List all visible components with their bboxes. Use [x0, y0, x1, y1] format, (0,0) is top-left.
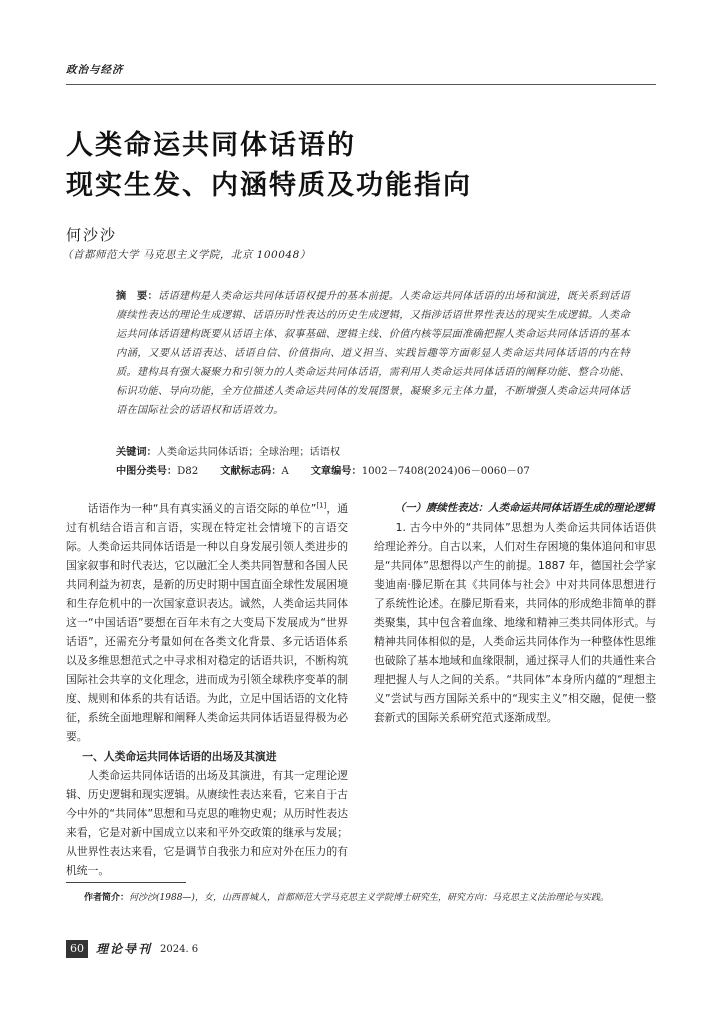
article-id-value: 1002－7408(2024)06－0060－07 — [361, 466, 530, 477]
body-column-left — [66, 499, 348, 880]
header-rule — [66, 84, 656, 85]
keywords-row — [116, 443, 340, 462]
abstract — [116, 287, 630, 420]
body-paragraph-2: 人类命运共同体话语的出场及其演进，有其一定理论逻辑、历史逻辑和现实逻辑。从赓续性表达来看，它来自于古今中外的“共同体”思想和马克思的唯物史观；从历时性表达来看，它是对新中国成立以来和平外交政策的继承与发展；从世界性表达来看，它是调节自我张力和应对外在压力的有机统一。 — [66, 769, 348, 877]
author-name: 何沙沙 — [66, 226, 118, 244]
footnote-rule — [66, 882, 186, 883]
journal-name: 理论导刊 — [96, 942, 153, 956]
keywords-value: 人类命运共同体话语；全球治理；话语权 — [156, 447, 341, 458]
citation-ref: [1] — [316, 501, 327, 510]
clc-value: D82 — [177, 466, 199, 477]
author-affiliation: （首都师范大学 马克思主义学院，北京 100048） — [62, 249, 311, 261]
article-id-label: 文章编号： — [310, 465, 362, 477]
body-column-right — [374, 499, 656, 727]
keywords-label: 关键词： — [116, 446, 157, 458]
section-label: 政治与经济 — [66, 64, 124, 76]
section-heading-1: 一、人类命运共同体话语的出场及其演进 — [82, 750, 277, 763]
footnote-label: 作者简介： — [84, 893, 130, 903]
issue-number: 2024. 6 — [160, 944, 199, 955]
body-paragraph-1: 话语作为一种“具有真实涵义的言语交际的单位”[1]，通过有机结合语言和言语，实现在特定社会情境下的言语交际。人类命运共同体话语是一种以自身发展引领人类进步的国家叙事和时代表达，它以融汇全人类共同智慧和各国人民共同利益为初衷，是新的历史时期中国直面全球性发展困境和生存危机中的一次国家意识表达。诚然，人类命运共同体这一“中国话语”要想在百年未有之大变局下发展成为“世界话语”，还需充分考量如何在各类文化背景、多元话语体系以及多维思想范式之中寻求相对稳定的话语共识，不断构筑国际社会共享的文化理念，进而成为引领全球秩序变革的制度、规则和体系的共有话语。为此，立足中国话语的文化特征，系统全面地理解和阐释人类命运共同体话语显得极为必要。 — [66, 501, 349, 743]
subsection-heading-1: （一）赓续性表达：人类命运共同体话语生成的理论逻辑 — [394, 502, 655, 514]
title-line-2: 现实生发、内涵特质及功能指向 — [66, 170, 472, 201]
abstract-label: 摘 要： — [116, 290, 158, 302]
article-title — [66, 126, 656, 206]
title-line-1: 人类命运共同体话语的 — [66, 130, 356, 161]
abstract-text: 话语建构是人类命运共同体话语权提升的基本前提。人类命运共同体话语的出场和演进，既关系到话语赓续性表达的理论生成逻辑、话语历时性表达的历史生成逻辑，又指涉话语世界性表达的现实生成逻辑。人类命运共同体话语建构既要从话语主体、叙事基础、逻辑主线、价值内核等层面准确把握人类命运共同体话语的基本内涵，又要从话语表达、话语自信、价值指向、道义担当、实践旨趣等方面彰显人类命运共同体话语的内在特质。建构具有强大凝聚力和引领力的人类命运共同体话语，需利用人类命运共同体话语的阐释功能、整合功能、标识功能、导向功能，全方位描述人类命运共同体的发展图景，凝聚多元主体力量，不断增强人类命运共同体话语在国际社会的话语权和话语效力。 — [116, 291, 631, 416]
classification-row — [116, 462, 530, 481]
page-number: 60 — [66, 940, 88, 958]
doc-code-label: 文献标志码： — [220, 465, 282, 477]
doc-code-value: A — [281, 466, 289, 477]
body-paragraph-3: 1. 古今中外的“共同体”思想为人类命运共同体话语供给理论养分。自古以来，人们对生存困境的集体追问和审思是“共同体”思想得以产生的前提。1887 年，德国社会学家斐迪南·滕尼斯在其《共同体与社会》中对共同体思想进行了系统性论述。在滕尼斯看来，共同体的形成绝非简单的群类聚集，其中包含着血缘、地缘和精神三类共同体形式。与精神共同体相似的是，人类命运共同体作为一种整体性思维也破除了基本地域和血缘限制，通过探寻人们的共通性来合理把握人与人之间的关系。“共同体”本身所内蕴的“理想主义”尝试与西方国际关系中的“现实主义”相交融，促使一整套新式的国际关系研究范式逐渐成型。 — [374, 521, 656, 724]
author-footnote — [66, 890, 658, 907]
footnote-text: 何沙沙(1988—)，女，山西晋城人，首都师范大学马克思主义学院博士研究生，研究方向：马克思主义法治理论与实践。 — [129, 893, 609, 903]
clc-label: 中图分类号： — [116, 465, 178, 477]
